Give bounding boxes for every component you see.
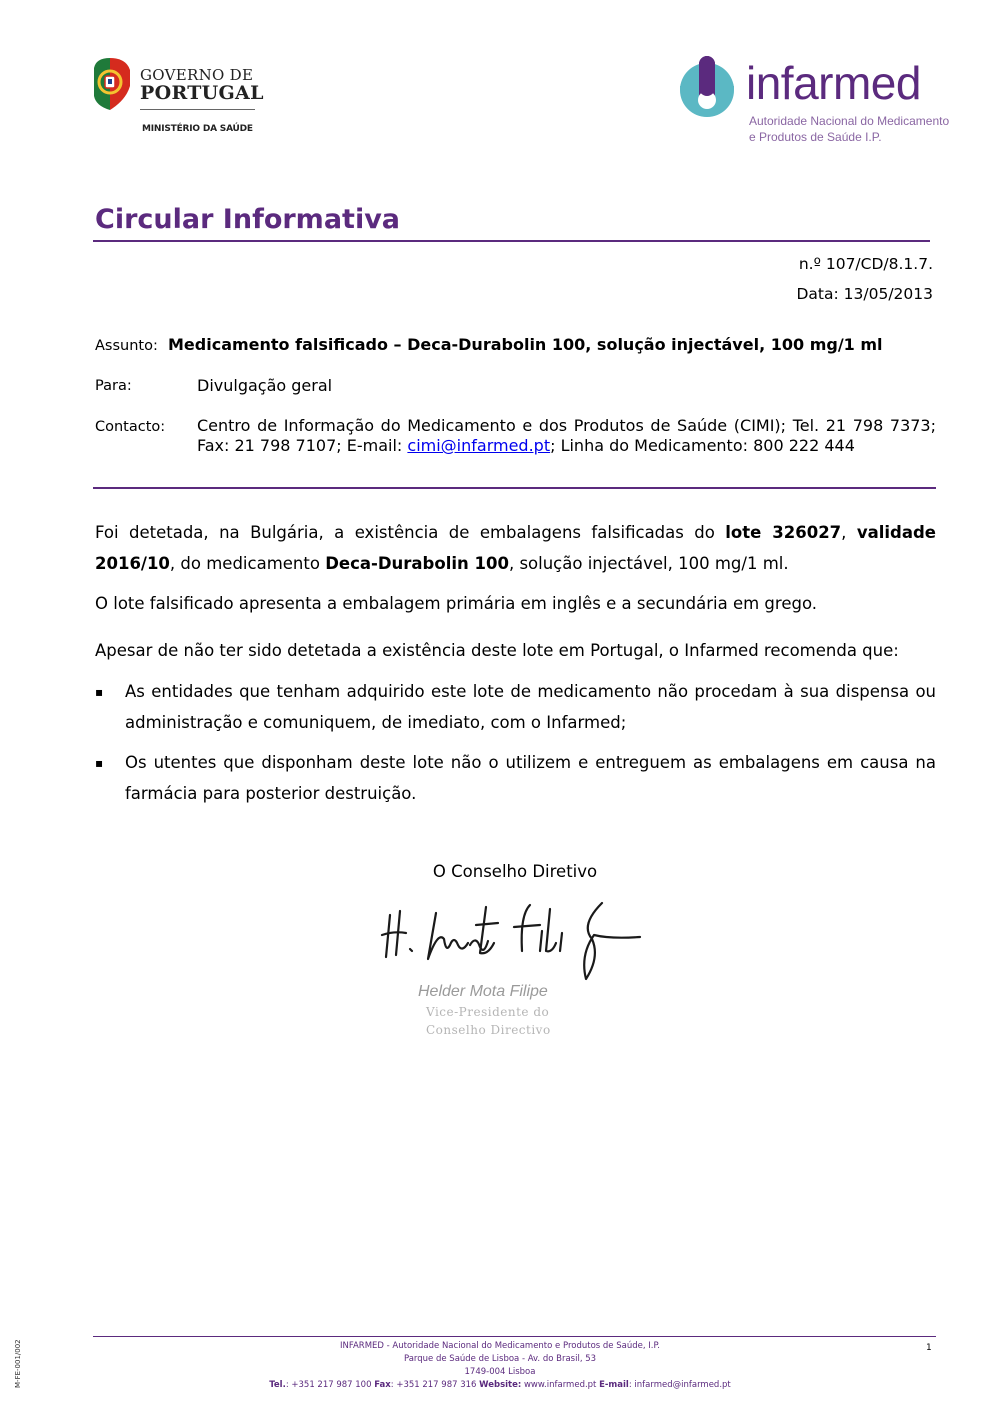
council-signoff: O Conselho Diretivo (432, 862, 598, 881)
infarmed-tagline-line1: Autoridade Nacional do Medicamento (749, 114, 950, 128)
infarmed-tagline-line2: e Produtos de Saúde I.P. (749, 130, 882, 144)
recipient-text: Divulgação geral (197, 376, 333, 395)
footer-email-label: E-mail (599, 1380, 629, 1390)
portugal-emblem-icon (92, 56, 132, 112)
paragraph-recommendation: Apesar de não ter sido detetada a existência deste lote em Portugal, o Infarmed recomenda que: (95, 641, 899, 660)
bullet-marker: ▪ (95, 685, 104, 699)
date-label: Data: (796, 285, 839, 303)
signatory-role-line2: Conselho Directivo (426, 1023, 551, 1037)
contact-before: Centro de Informação do Medicamento e dos Produtos de Saúde (CIMI); Tel. 21 798 7373; Fax: 21 798 7107; E-mail: (197, 416, 936, 455)
ministry-label: MINISTÉRIO DA SAÚDE (142, 124, 253, 134)
meta-divider (93, 487, 936, 489)
footer-tel-label: Tel. (269, 1380, 286, 1390)
contact-email-link[interactable]: cimi@infarmed.pt (407, 436, 551, 455)
p1-text-e: , do medicamento (169, 554, 326, 573)
footer-contacts (0, 1380, 1000, 1390)
handwritten-signature-icon (380, 895, 650, 985)
footer-fax-label: Fax (374, 1380, 391, 1390)
bullet-users: Os utentes que disponham deste lote não o utilizem e entreguem as embalagens em causa na farmácia para posterior destruição. (125, 753, 936, 803)
footer-organization: INFARMED - Autoridade Nacional do Medicamento e Produtos de Saúde, I.P. (340, 1341, 660, 1351)
p1-text-g: , solução injectável, 100 mg/1 ml. (508, 554, 789, 573)
footer-email-value[interactable]: : infarmed@infarmed.pt (628, 1380, 731, 1390)
footer-postcode: 1749-004 Lisboa (464, 1367, 536, 1377)
footer-tel-value: : +351 217 987 100 (285, 1380, 375, 1390)
date-value: 13/05/2013 (843, 285, 933, 303)
footer-web-label: Website: (479, 1380, 522, 1390)
p1-text-a: Foi detetada, na Bulgária, a existência de embalagens falsificadas do (95, 523, 726, 542)
footer-fax-value: : +351 217 987 316 (390, 1380, 480, 1390)
document-date (796, 285, 933, 303)
paragraph-detection (95, 517, 936, 579)
signature-block (380, 895, 650, 1045)
contact-text (197, 416, 936, 456)
footer-web-value[interactable]: www.infarmed.pt (521, 1380, 600, 1390)
infarmed-symbol-icon (676, 56, 738, 120)
gov-name-line1: GOVERNO DE (140, 66, 254, 84)
contact-label: Contacto: (95, 419, 166, 435)
reference-number: n.º 107/CD/8.1.7. (798, 255, 933, 273)
document-title: Circular Informativa (95, 204, 401, 235)
footer-divider (93, 1336, 936, 1337)
lot-number: lote 326027 (725, 523, 842, 542)
subject-label: Assunto: (95, 338, 158, 354)
subject-text: Medicamento falsificado – Deca-Durabolin 100, solução injectável, 100 mg/1 ml (168, 335, 883, 354)
footer-address: Parque de Saúde de Lisboa - Av. do Brasil, 53 (403, 1354, 597, 1364)
signatory-name: Helder Mota Filipe (418, 983, 548, 1000)
contact-after: ; Linha do Medicamento: 800 222 444 (550, 436, 855, 455)
signatory-role-line1: Vice-Presidente do (426, 1005, 550, 1019)
medicine-name: Deca-Durabolin 100 (325, 554, 509, 573)
paragraph-packaging: O lote falsificado apresenta a embalagem primária em inglês e a secundária em grego. (95, 594, 817, 613)
gov-divider (140, 109, 255, 110)
infarmed-logo (676, 56, 950, 148)
bullet-entities: As entidades que tenham adquirido este lote de medicamento não procedam à sua dispensa ou administração e comuniquem, de imediato, com o Infarmed; (125, 682, 936, 732)
gov-name-line2: PORTUGAL (140, 82, 264, 104)
form-code: M-FE-001/002 (14, 1339, 22, 1388)
recipient-label: Para: (95, 378, 132, 394)
infarmed-wordmark: infarmed (746, 57, 921, 109)
page-number: 1 (926, 1343, 932, 1353)
title-divider (93, 240, 930, 242)
p1-text-c: , (841, 523, 857, 542)
expiry-date: validade 2016/10 (95, 523, 936, 573)
bullet-marker: ▪ (95, 756, 104, 770)
governo-portugal-logo (92, 56, 262, 140)
